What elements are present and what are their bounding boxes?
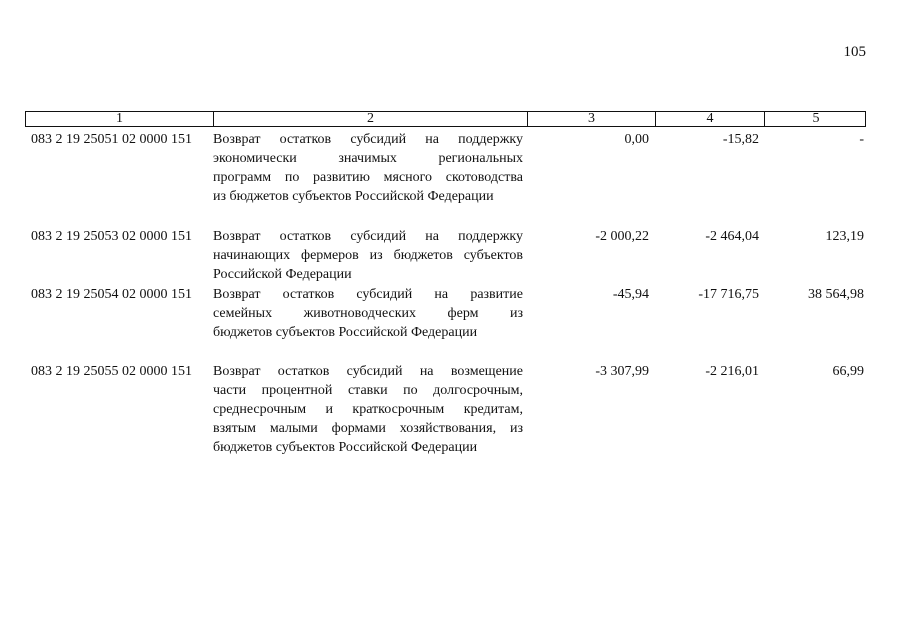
value-col-4: -2 216,01: [705, 364, 759, 379]
description-line: бюджетов субъектов Российской Федерации: [213, 440, 478, 455]
description-line: Российской Федерации: [213, 267, 352, 282]
description-line: семейных животноводческих ферм из: [213, 306, 523, 321]
header-col-4: 4: [655, 112, 764, 126]
description-line: части процентной ставки по долгосрочным,: [213, 383, 523, 398]
description-line: программ по развитию мясного скотоводства: [213, 170, 523, 185]
description-line: Возврат остатков субсидий на поддержку: [213, 132, 523, 147]
description-line: Возврат остатков субсидий на развитие: [213, 287, 523, 302]
value-col-5: 38 564,98: [808, 287, 864, 302]
budget-code: 083 2 19 25053 02 0000 151: [31, 229, 192, 244]
row-description: [213, 362, 523, 457]
description-line: экономически значимых региональных: [213, 151, 523, 166]
table-header: [25, 111, 866, 127]
row-description: [213, 227, 523, 284]
description-line: Возврат остатков субсидий на возмещение: [213, 364, 523, 379]
row-description: [213, 130, 523, 206]
row-description: [213, 285, 523, 342]
header-col-3: 3: [527, 112, 655, 126]
value-col-4: -17 716,75: [698, 287, 759, 302]
value-col-5: -: [859, 132, 864, 147]
value-col-3: -2 000,22: [595, 229, 649, 244]
description-line: взятым малыми формами хозяйствования, из: [213, 421, 523, 436]
budget-code: 083 2 19 25054 02 0000 151: [31, 287, 192, 302]
description-line: бюджетов субъектов Российской Федерации: [213, 325, 478, 340]
page-number: 105: [843, 44, 866, 60]
value-col-4: -2 464,04: [705, 229, 759, 244]
budget-code: 083 2 19 25055 02 0000 151: [31, 364, 192, 379]
header-col-5: 5: [764, 112, 867, 126]
value-col-5: 123,19: [825, 229, 864, 244]
value-col-4: -15,82: [722, 132, 759, 147]
description-line: начинающих фермеров из бюджетов субъектов: [213, 248, 523, 263]
value-col-5: 66,99: [832, 364, 864, 379]
value-col-3: -3 307,99: [595, 364, 649, 379]
description-line: Возврат остатков субсидий на поддержку: [213, 229, 523, 244]
header-col-2: 2: [213, 112, 527, 126]
header-col-1: 1: [116, 111, 123, 126]
value-col-3: -45,94: [612, 287, 649, 302]
description-line: среднесрочным и краткосрочным кредитам,: [213, 402, 523, 417]
value-col-3: 0,00: [624, 132, 649, 147]
description-line: из бюджетов субъектов Российской Федерации: [213, 189, 494, 204]
budget-code: 083 2 19 25051 02 0000 151: [31, 132, 192, 147]
